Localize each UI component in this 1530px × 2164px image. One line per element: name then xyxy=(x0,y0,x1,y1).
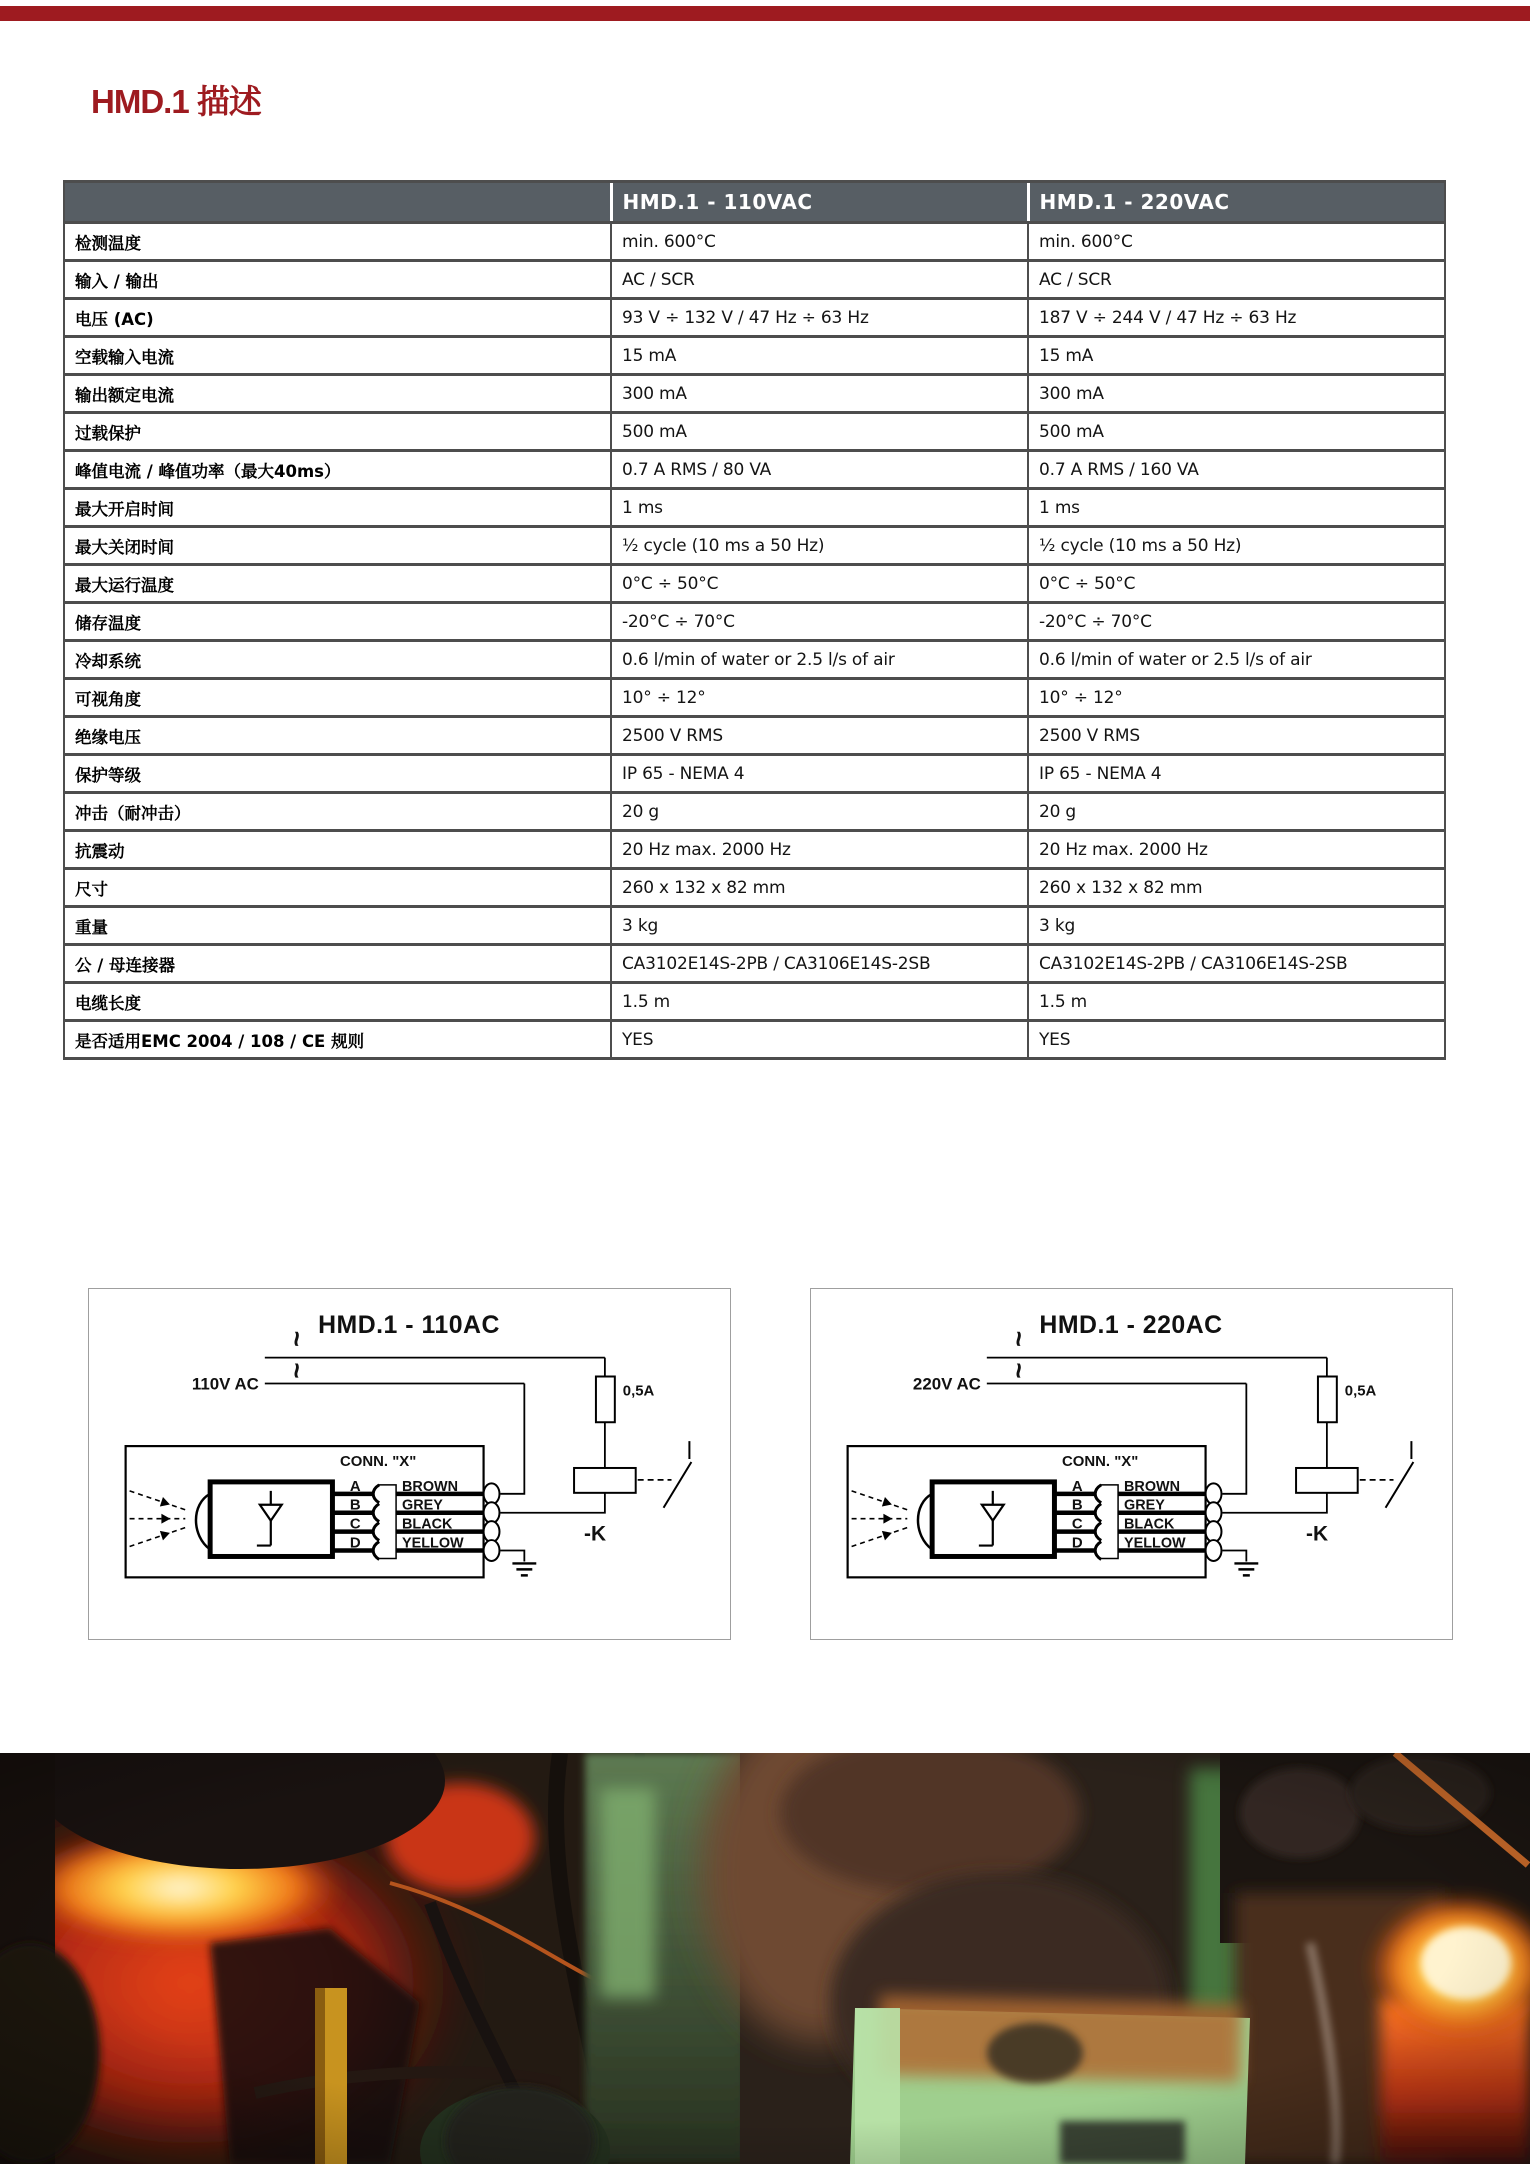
spec-row-label: 公 / 母连接器 xyxy=(64,945,611,983)
spec-value-110vac: 300 mA xyxy=(611,375,1028,413)
fuse-rating-label: 0,5A xyxy=(622,1383,655,1400)
spec-value-220vac: IP 65 - NEMA 4 xyxy=(1028,755,1445,793)
wire-color-label: BLACK xyxy=(402,1516,453,1533)
terminal-icon xyxy=(484,1483,500,1504)
table-row xyxy=(64,907,1445,945)
spec-col-empty xyxy=(64,182,611,223)
fuse-icon xyxy=(1318,1377,1337,1423)
terminal-icon xyxy=(1206,1502,1222,1523)
arrowhead-icon xyxy=(882,1528,894,1540)
table-row xyxy=(64,641,1445,679)
table-row xyxy=(64,451,1445,489)
spec-row-label: 输入 / 输出 xyxy=(64,261,611,299)
wire-color-label: GREY xyxy=(1124,1497,1165,1514)
spec-value-110vac: CA3102E14S-2PB / CA3106E14S-2SB xyxy=(611,945,1028,983)
spec-table-header-row xyxy=(64,182,1445,223)
radiation-arrow-icon xyxy=(852,1528,908,1547)
terminal-icon xyxy=(484,1502,500,1523)
table-row xyxy=(64,755,1445,793)
table-row xyxy=(64,603,1445,641)
contact-arc-icon xyxy=(1095,1504,1101,1522)
spec-row-label: 峰值电流 / 峰值功率（最大40ms） xyxy=(64,451,611,489)
spec-value-220vac: -20°C ÷ 70°C xyxy=(1028,603,1445,641)
wire-d-to-ground xyxy=(500,1551,524,1562)
spec-value-110vac: 1.5 m xyxy=(611,983,1028,1021)
wire-color-label: YELLOW xyxy=(1124,1535,1186,1552)
contact-arc-icon xyxy=(1095,1542,1101,1560)
wire-a-to-supply xyxy=(1222,1383,1246,1493)
table-row xyxy=(64,337,1445,375)
contact-arc-icon xyxy=(373,1523,379,1541)
wire-b-to-relay xyxy=(1222,1493,1326,1513)
connector-bracket xyxy=(1100,1485,1118,1559)
table-row xyxy=(64,983,1445,1021)
spec-value-220vac: 0.6 l/min of water or 2.5 l/s of air xyxy=(1028,641,1445,679)
fuse-rating-label: 0,5A xyxy=(1344,1383,1377,1400)
spec-value-110vac: ½ cycle (10 ms a 50 Hz) xyxy=(611,527,1028,565)
connector-bracket xyxy=(378,1485,396,1559)
spec-value-110vac: 93 V ÷ 132 V / 47 Hz ÷ 63 Hz xyxy=(611,299,1028,337)
spec-value-220vac: 20 Hz max. 2000 Hz xyxy=(1028,831,1445,869)
spec-value-220vac: 260 x 132 x 82 mm xyxy=(1028,869,1445,907)
spec-value-220vac: 2500 V RMS xyxy=(1028,717,1445,755)
table-row xyxy=(64,831,1445,869)
spec-value-220vac: 20 g xyxy=(1028,793,1445,831)
spec-row-label: 电缆长度 xyxy=(64,983,611,1021)
spec-value-220vac: 3 kg xyxy=(1028,907,1445,945)
radiation-arrow-icon xyxy=(130,1491,186,1510)
terminal-icon xyxy=(1206,1540,1222,1561)
spec-value-220vac: 0.7 A RMS / 160 VA xyxy=(1028,451,1445,489)
page-title: HMD.1 描述 xyxy=(91,83,261,120)
wire-b-to-relay xyxy=(500,1493,604,1513)
pin-label: B xyxy=(349,1497,361,1514)
spec-row-label: 冷却系统 xyxy=(64,641,611,679)
relay-coil xyxy=(1296,1468,1358,1493)
spec-value-110vac: 2500 V RMS xyxy=(611,717,1028,755)
spec-row-label: 可视角度 xyxy=(64,679,611,717)
spec-row-label: 绝缘电压 xyxy=(64,717,611,755)
table-row xyxy=(64,489,1445,527)
ground-icon xyxy=(512,1563,536,1575)
pin-label: D xyxy=(1071,1535,1083,1552)
table-row xyxy=(64,869,1445,907)
spec-value-110vac: IP 65 - NEMA 4 xyxy=(611,755,1028,793)
table-row xyxy=(64,717,1445,755)
spec-row-label: 重量 xyxy=(64,907,611,945)
terminal-icon xyxy=(484,1540,500,1561)
spec-value-220vac: AC / SCR xyxy=(1028,261,1445,299)
pin-label: C xyxy=(1071,1516,1083,1533)
spec-value-220vac: 187 V ÷ 244 V / 47 Hz ÷ 63 Hz xyxy=(1028,299,1445,337)
arrowhead-icon xyxy=(160,1528,172,1540)
spec-value-110vac: min. 600°C xyxy=(611,223,1028,261)
ac-symbol-icon: ~ xyxy=(1003,1362,1035,1379)
table-row xyxy=(64,945,1445,983)
pin-label: A xyxy=(349,1478,361,1495)
spec-value-220vac: min. 600°C xyxy=(1028,223,1445,261)
wiring-diagram-110ac xyxy=(88,1288,731,1640)
table-row xyxy=(64,1021,1445,1059)
wire-color-label: BROWN xyxy=(1124,1478,1181,1495)
terminal-icon xyxy=(1206,1521,1222,1542)
contact-arc-icon xyxy=(1095,1523,1101,1541)
spec-table xyxy=(63,180,1446,1060)
ac-symbol-icon: ~ xyxy=(281,1330,313,1347)
table-row xyxy=(64,527,1445,565)
spec-value-110vac: 20 g xyxy=(611,793,1028,831)
wiring-diagram-220ac xyxy=(810,1288,1453,1640)
spec-col-220vac: HMD.1 - 220VAC xyxy=(1028,182,1445,223)
spec-value-110vac: 0°C ÷ 50°C xyxy=(611,565,1028,603)
spec-value-110vac: -20°C ÷ 70°C xyxy=(611,603,1028,641)
contact-arc-icon xyxy=(373,1485,379,1503)
connector-label: CONN. "X" xyxy=(340,1453,417,1470)
ac-symbol-icon: ~ xyxy=(281,1362,313,1379)
table-row xyxy=(64,375,1445,413)
switch-contact-icon xyxy=(664,1441,692,1508)
table-row xyxy=(64,261,1445,299)
spec-value-110vac: 500 mA xyxy=(611,413,1028,451)
spec-value-220vac: 10° ÷ 12° xyxy=(1028,679,1445,717)
spec-row-label: 冲击（耐冲击） xyxy=(64,793,611,831)
spec-value-110vac: 15 mA xyxy=(611,337,1028,375)
wire-color-label: BLACK xyxy=(1124,1516,1175,1533)
arrowhead-icon xyxy=(883,1514,892,1524)
fuse-icon xyxy=(596,1377,615,1423)
supply-voltage-label: 110V AC xyxy=(191,1374,259,1394)
spec-value-220vac: 0°C ÷ 50°C xyxy=(1028,565,1445,603)
relay-coil xyxy=(574,1468,636,1493)
table-row xyxy=(64,793,1445,831)
spec-value-110vac: 20 Hz max. 2000 Hz xyxy=(611,831,1028,869)
spec-row-label: 最大运行温度 xyxy=(64,565,611,603)
spec-row-label: 检测温度 xyxy=(64,223,611,261)
spec-value-220vac: 500 mA xyxy=(1028,413,1445,451)
pin-label: A xyxy=(1071,1478,1083,1495)
pin-label: C xyxy=(349,1516,361,1533)
wire-color-label: YELLOW xyxy=(402,1535,464,1552)
supply-voltage-label: 220V AC xyxy=(912,1374,981,1394)
wire-color-label: GREY xyxy=(402,1497,443,1514)
spec-value-220vac: 15 mA xyxy=(1028,337,1445,375)
arrowhead-icon xyxy=(161,1514,170,1524)
spec-row-label: 保护等级 xyxy=(64,755,611,793)
terminal-icon xyxy=(1206,1483,1222,1504)
table-row xyxy=(64,679,1445,717)
top-accent-bar xyxy=(0,6,1530,21)
wire-a-to-supply xyxy=(500,1383,524,1493)
spec-value-220vac: ½ cycle (10 ms a 50 Hz) xyxy=(1028,527,1445,565)
terminal-icon xyxy=(484,1521,500,1542)
spec-row-label: 抗震动 xyxy=(64,831,611,869)
contact-arc-icon xyxy=(373,1542,379,1560)
spec-value-110vac: 10° ÷ 12° xyxy=(611,679,1028,717)
diagram-title: HMD.1 - 220AC xyxy=(1039,1311,1223,1339)
spec-col-110vac: HMD.1 - 110VAC xyxy=(611,182,1028,223)
table-row xyxy=(64,223,1445,261)
spec-row-label: 最大开启时间 xyxy=(64,489,611,527)
spec-value-220vac: 1.5 m xyxy=(1028,983,1445,1021)
spec-value-110vac: 1 ms xyxy=(611,489,1028,527)
arrowhead-icon xyxy=(882,1497,894,1509)
contact-arc-icon xyxy=(1095,1485,1101,1503)
ground-icon xyxy=(1234,1563,1258,1575)
spec-value-110vac: 3 kg xyxy=(611,907,1028,945)
connector-label: CONN. "X" xyxy=(1062,1453,1139,1470)
spec-value-110vac: 0.6 l/min of water or 2.5 l/s of air xyxy=(611,641,1028,679)
spec-value-220vac: YES xyxy=(1028,1021,1445,1059)
spec-row-label: 电压 (AC) xyxy=(64,299,611,337)
spec-table-wrap xyxy=(63,180,1444,1060)
spec-row-label: 输出额定电流 xyxy=(64,375,611,413)
spec-row-label: 过载保护 xyxy=(64,413,611,451)
switch-contact-icon xyxy=(1386,1441,1414,1508)
spec-value-110vac: 0.7 A RMS / 80 VA xyxy=(611,451,1028,489)
spec-value-110vac: 260 x 132 x 82 mm xyxy=(611,869,1028,907)
spec-value-110vac: AC / SCR xyxy=(611,261,1028,299)
spec-value-220vac: 300 mA xyxy=(1028,375,1445,413)
relay-label: -K xyxy=(1306,1522,1329,1546)
wire-color-label: BROWN xyxy=(402,1478,459,1495)
spec-row-label: 最大关闭时间 xyxy=(64,527,611,565)
ac-symbol-icon: ~ xyxy=(1003,1330,1035,1347)
pin-label: B xyxy=(1071,1497,1083,1514)
spec-row-label: 空载输入电流 xyxy=(64,337,611,375)
relay-label: -K xyxy=(584,1522,607,1546)
radiation-arrow-icon xyxy=(852,1491,908,1510)
diagram-title: HMD.1 - 110AC xyxy=(318,1311,500,1339)
spec-value-220vac: 1 ms xyxy=(1028,489,1445,527)
table-row xyxy=(64,565,1445,603)
spec-row-label: 储存温度 xyxy=(64,603,611,641)
pin-label: D xyxy=(349,1535,361,1552)
table-row xyxy=(64,299,1445,337)
spec-value-110vac: YES xyxy=(611,1021,1028,1059)
spec-row-label: 是否适用EMC 2004 / 108 / CE 规则 xyxy=(64,1021,611,1059)
photo-steel-mill xyxy=(0,1753,1530,2164)
table-row xyxy=(64,413,1445,451)
spec-value-220vac: CA3102E14S-2PB / CA3106E14S-2SB xyxy=(1028,945,1445,983)
contact-arc-icon xyxy=(373,1504,379,1522)
wire-d-to-ground xyxy=(1222,1551,1246,1562)
radiation-arrow-icon xyxy=(130,1528,186,1547)
arrowhead-icon xyxy=(160,1497,172,1509)
spec-row-label: 尺寸 xyxy=(64,869,611,907)
